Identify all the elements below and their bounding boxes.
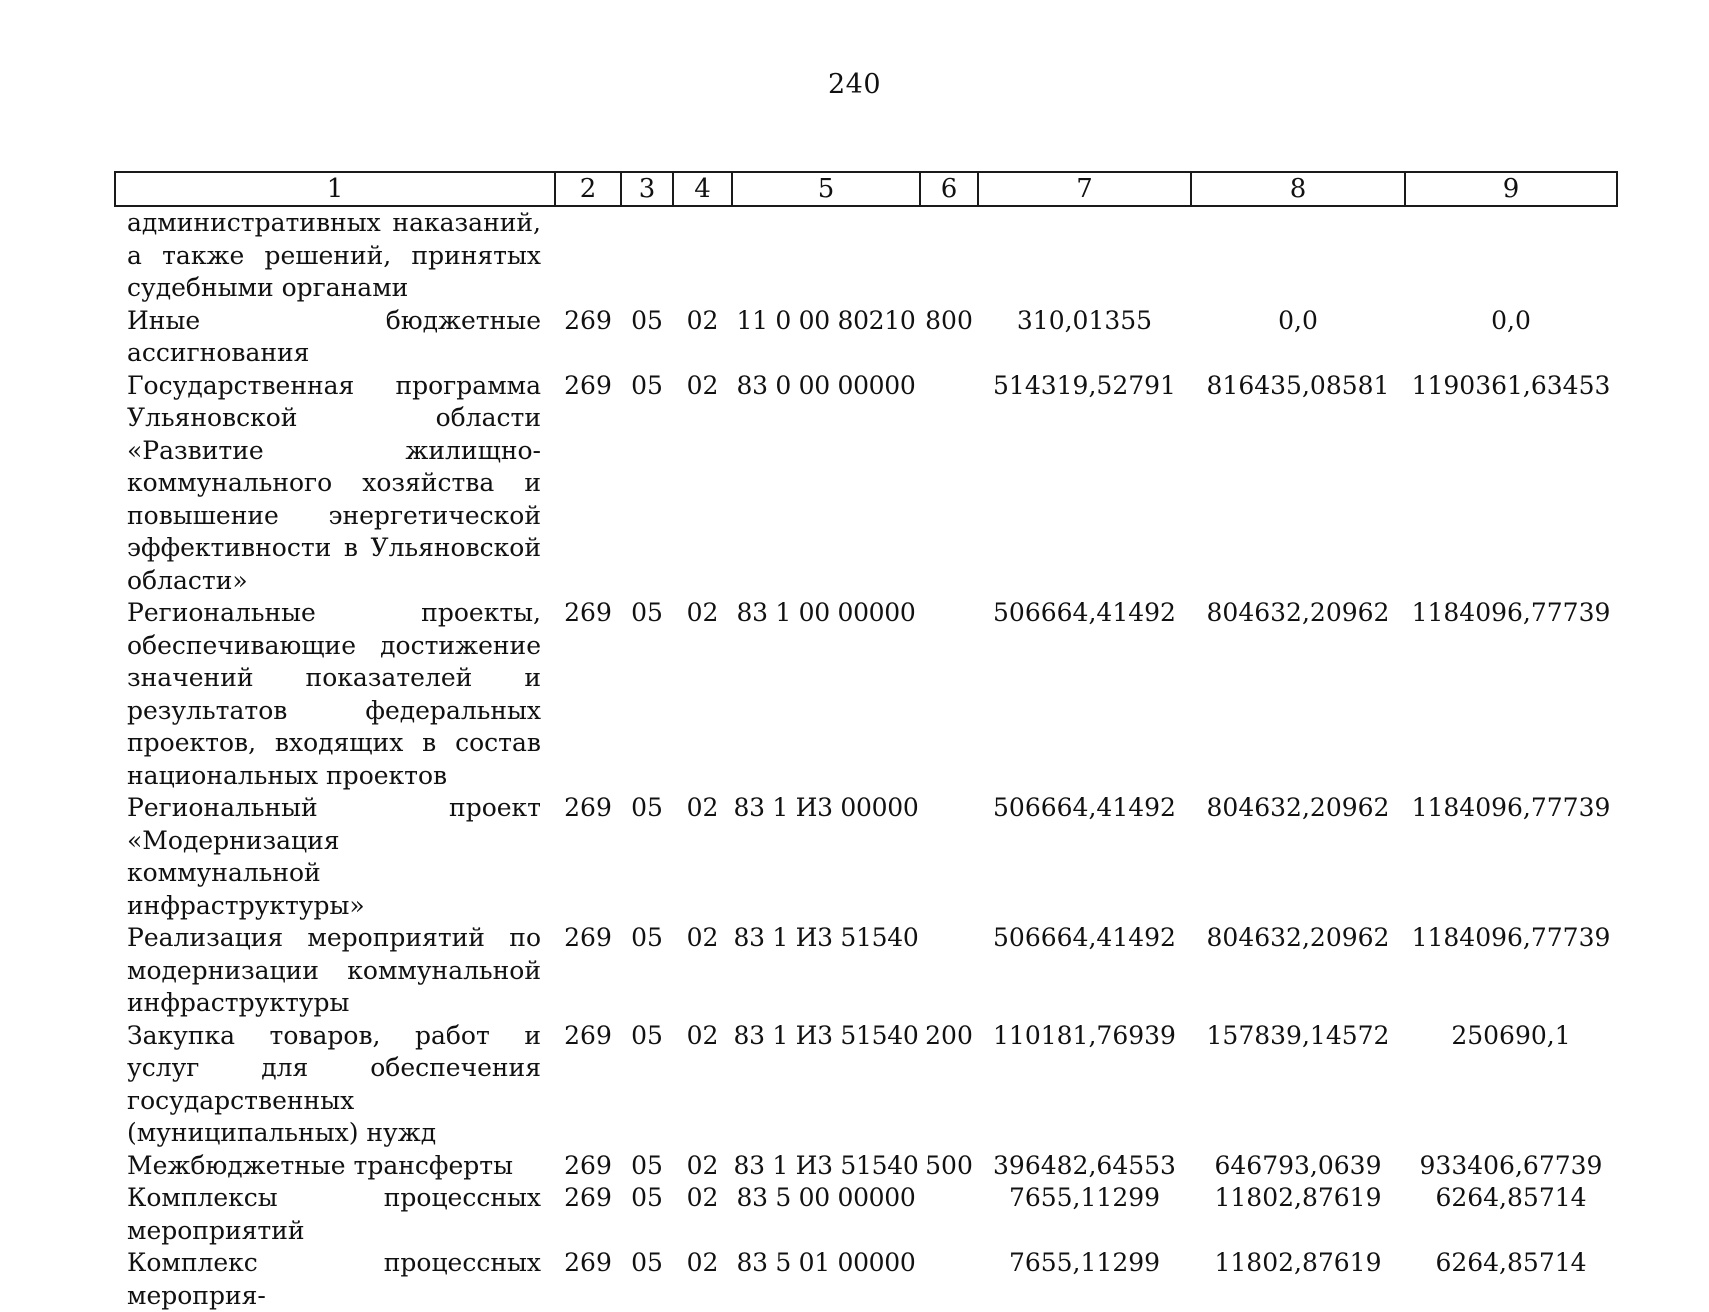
- row-amount-year-3: 250690,1: [1451, 1020, 1571, 1050]
- row-grbs: 269: [564, 1183, 612, 1212]
- row-expense-type: [920, 922, 978, 1020]
- header-col-1: 1: [115, 172, 555, 206]
- row-target-article: 11 0 00 80210: [736, 305, 916, 335]
- row-subsection: 02: [686, 370, 719, 400]
- row-amount-year-1: 514319,52791: [993, 370, 1176, 400]
- row-subsection: [673, 206, 732, 305]
- header-col-3: 3: [621, 172, 673, 206]
- row-subsection: 02: [686, 1248, 719, 1277]
- row-grbs: 269: [564, 1150, 612, 1180]
- row-amount-year-2: 804632,20962: [1206, 923, 1390, 952]
- row-amount-year-2: [1191, 206, 1405, 305]
- row-section: 05: [631, 305, 663, 335]
- header-col-4: 4: [673, 172, 732, 206]
- table-row: [115, 1020, 1617, 1150]
- header-col-2: 2: [555, 172, 621, 206]
- row-target-article: 83 1 И3 51540: [733, 923, 919, 952]
- row-expense-type: [920, 206, 978, 305]
- header-row: [115, 172, 1617, 206]
- row-target-article: 83 5 01 00000: [736, 1248, 916, 1277]
- table-row: [115, 922, 1617, 1020]
- row-amount-year-2: 804632,20962: [1206, 598, 1390, 627]
- row-amount-year-2: 816435,08581: [1206, 370, 1390, 400]
- table-row: [115, 597, 1617, 792]
- row-expense-type: [920, 792, 978, 922]
- row-grbs: 269: [564, 305, 612, 335]
- row-amount-year-3: 1184096,77739: [1411, 598, 1611, 627]
- row-grbs: 269: [564, 793, 612, 822]
- table-row: [115, 1182, 1617, 1247]
- budget-table-container: [114, 171, 1616, 1312]
- row-section: 05: [631, 1248, 663, 1277]
- row-amount-year-1: 7655,11299: [1008, 1248, 1161, 1277]
- row-name: Региональный проект «Модернизация коммунальной инфраструктуры»: [127, 793, 541, 920]
- table-row: [115, 1150, 1617, 1183]
- row-amount-year-3: 1190361,63453: [1411, 370, 1611, 400]
- table-row: [115, 206, 1617, 305]
- row-name: административных наказаний, а также решений, принятых судебными органами: [127, 208, 541, 302]
- row-name: Комплекс процессных мероприя-: [127, 1248, 541, 1310]
- row-amount-year-2: 804632,20962: [1206, 793, 1390, 822]
- row-subsection: 02: [686, 305, 719, 335]
- row-expense-type: [920, 1182, 978, 1247]
- row-name: Региональные проекты, обеспечивающие достижение значений показателей и результатов федеральных проектов, входящих в состав национальных проектов: [127, 598, 541, 790]
- row-section: 05: [631, 1150, 663, 1180]
- row-name: Межбюджетные трансферты: [127, 1150, 514, 1180]
- row-amount-year-2: 11802,87619: [1214, 1183, 1382, 1212]
- row-amount-year-1: [978, 206, 1191, 305]
- row-section: 05: [631, 370, 663, 400]
- row-grbs: 269: [564, 1248, 612, 1277]
- row-grbs: 269: [564, 370, 612, 400]
- row-amount-year-1: 396482,64553: [993, 1150, 1176, 1180]
- row-expense-type: 800: [925, 305, 973, 335]
- row-subsection: 02: [686, 1020, 719, 1050]
- row-name: Реализация мероприятий по модернизации коммунальной инфраструктуры: [127, 923, 541, 1017]
- row-amount-year-1: 506664,41492: [993, 923, 1176, 952]
- row-subsection: 02: [686, 1150, 719, 1180]
- row-subsection: 02: [686, 923, 719, 952]
- row-amount-year-1: 506664,41492: [993, 598, 1176, 627]
- row-target-article: [732, 206, 920, 305]
- row-name: Государственная программа Ульяновской области «Развитие жилищно-коммунального хозяйства и повышение энергетической эффективности в Ульяновской области»: [127, 370, 541, 595]
- row-amount-year-2: 11802,87619: [1214, 1248, 1382, 1277]
- row-target-article: 83 1 И3 51540: [733, 1020, 919, 1050]
- row-expense-type: 500: [925, 1150, 973, 1180]
- header-col-9: 9: [1405, 172, 1617, 206]
- table-row: [115, 1247, 1617, 1312]
- table-row: [115, 792, 1617, 922]
- header-col-7: 7: [978, 172, 1191, 206]
- row-section: 05: [631, 923, 663, 952]
- row-grbs: [555, 206, 621, 305]
- table-row: [115, 370, 1617, 598]
- row-grbs: 269: [564, 923, 612, 952]
- row-expense-type: [920, 597, 978, 792]
- row-amount-year-1: 310,01355: [1016, 305, 1153, 335]
- row-expense-type: [920, 370, 978, 598]
- row-target-article: 83 1 И3 00000: [733, 793, 919, 822]
- row-amount-year-1: 7655,11299: [1008, 1183, 1161, 1212]
- row-expense-type: [920, 1247, 978, 1312]
- table-header: [115, 172, 1617, 206]
- row-grbs: 269: [564, 1020, 612, 1050]
- row-section: 05: [631, 598, 663, 627]
- row-amount-year-3: 6264,85714: [1435, 1248, 1587, 1277]
- row-section: 05: [631, 793, 663, 822]
- row-amount-year-3: [1405, 206, 1617, 305]
- row-name: Закупка товаров, работ и услуг для обеспечения государственных (муниципальных) нужд: [127, 1020, 541, 1147]
- row-name: Комплексы процессных мероприятий: [127, 1183, 541, 1245]
- row-section: [621, 206, 673, 305]
- row-amount-year-3: 6264,85714: [1435, 1183, 1587, 1212]
- budget-table: [114, 171, 1618, 1312]
- row-amount-year-1: 506664,41492: [993, 793, 1176, 822]
- header-col-8: 8: [1191, 172, 1405, 206]
- row-target-article: 83 0 00 00000: [736, 370, 916, 400]
- header-col-6: 6: [920, 172, 978, 206]
- row-subsection: 02: [686, 598, 719, 627]
- row-target-article: 83 1 И3 51540: [733, 1150, 919, 1180]
- row-grbs: 269: [564, 598, 612, 627]
- row-amount-year-2: 646793,0639: [1214, 1150, 1382, 1180]
- row-target-article: 83 5 00 00000: [736, 1183, 916, 1212]
- row-section: 05: [631, 1183, 663, 1212]
- row-subsection: 02: [686, 1183, 719, 1212]
- table-body: [115, 206, 1617, 1312]
- row-target-article: 83 1 00 00000: [736, 598, 916, 627]
- row-amount-year-3: 1184096,77739: [1411, 923, 1611, 952]
- row-subsection: 02: [686, 793, 719, 822]
- row-section: 05: [631, 1020, 663, 1050]
- header-col-5: 5: [732, 172, 920, 206]
- row-name: Иные бюджетные ассигнования: [127, 305, 541, 367]
- row-expense-type: 200: [925, 1020, 973, 1050]
- row-amount-year-3: 933406,67739: [1419, 1150, 1603, 1180]
- table-row: [115, 305, 1617, 370]
- row-amount-year-2: 0,0: [1278, 305, 1318, 335]
- row-amount-year-2: 157839,14572: [1206, 1020, 1390, 1050]
- row-amount-year-1: 110181,76939: [993, 1020, 1176, 1050]
- page-number: 240: [827, 69, 882, 100]
- row-amount-year-3: 0,0: [1491, 305, 1531, 335]
- row-amount-year-3: 1184096,77739: [1411, 793, 1611, 822]
